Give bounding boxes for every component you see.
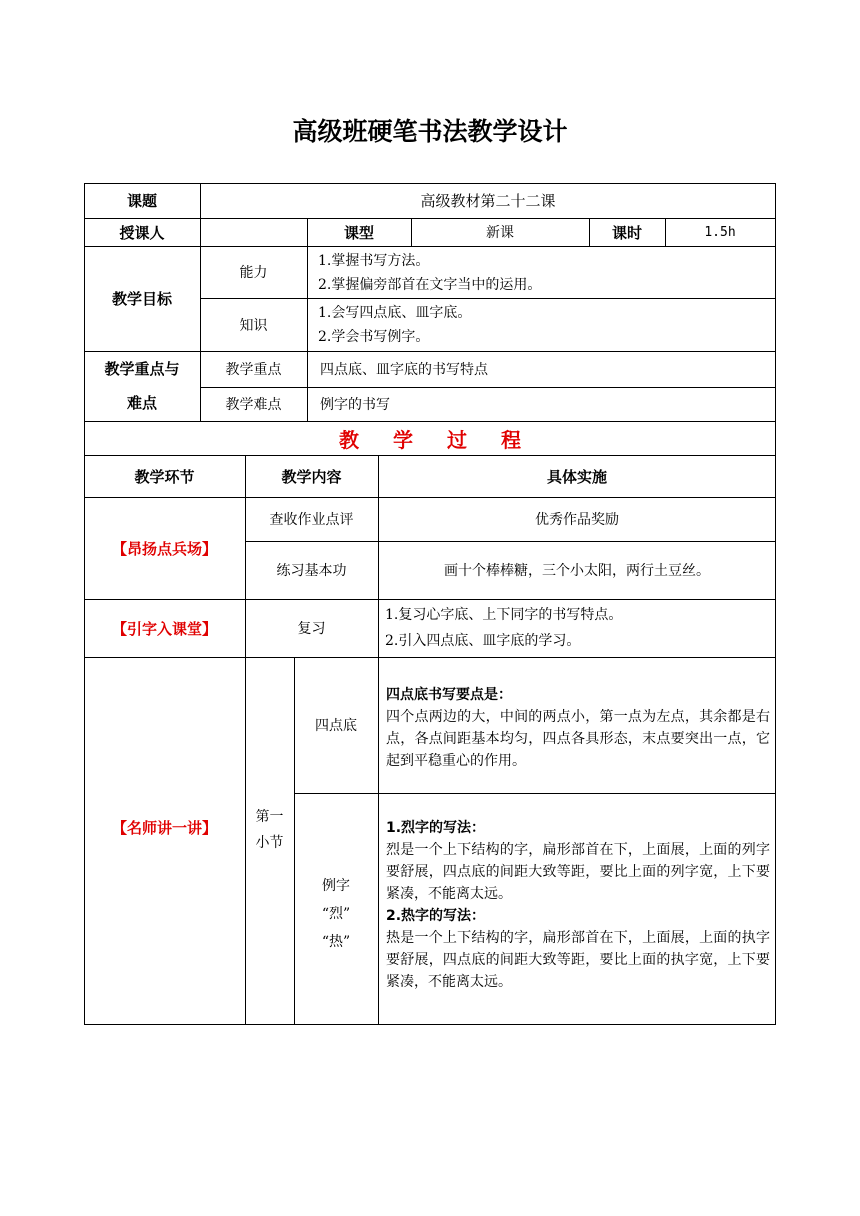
part1-body: 四个点两边的大，中间的两点小，第一点为左点，其余都是右点，各点间距基本均匀，四点各具形态，末点要突出一点，它起到平稳重心的作用。: [386, 709, 770, 769]
stage1-impl-1: 优秀作品奖励: [535, 512, 619, 528]
process-title: 教学过程: [339, 427, 555, 452]
stage1-impl-2: 画十个棒棒糖，三个小太阳，两行土豆丝。: [444, 563, 710, 579]
hours-label: 课时: [611, 223, 642, 242]
part2-body1: 烈是一个上下结构的字，扁形部首在下，上面展，上面的列字要舒展，四点底的间距大致等距，要比上面的列字宽，上下要紧凑，不能离太远。: [386, 842, 770, 902]
part1-heading: 四点底书写要点是：: [386, 687, 512, 703]
ability-label: 能力: [239, 265, 268, 281]
part2-text: [386, 817, 770, 993]
type-label: 课型: [343, 223, 374, 242]
part1-label: 四点底: [315, 718, 357, 734]
part2-heading1: 1.烈字的写法：: [386, 820, 486, 836]
goals-label: 教学目标: [111, 290, 172, 308]
section-label: 第一 小节: [255, 809, 284, 851]
key-point-value: 四点底、皿字底的书写特点: [320, 362, 488, 378]
stage-header: 教学环节: [134, 467, 195, 486]
stage1-content-1: 查收作业点评: [269, 512, 354, 528]
topic-label: 课题: [126, 192, 157, 210]
teacher-label: 授课人: [119, 223, 165, 242]
stage2-impl: [385, 601, 770, 655]
knowledge-list: [318, 301, 768, 349]
part1-text: [386, 684, 770, 772]
focus-label: 教学重点与 难点: [104, 360, 180, 412]
key-point-label: 教学重点: [225, 362, 282, 378]
stage3-name: 【名师讲一讲】: [111, 819, 217, 837]
implementation-header: 具体实施: [546, 467, 607, 486]
ability-item: 1.掌握书写方法。: [318, 253, 430, 269]
teacher-value: [200, 218, 307, 246]
stage2-impl-item: 1.复习心字底、上下同字的书写特点。: [385, 607, 623, 623]
topic-value: 高级教材第二十二课: [420, 192, 556, 210]
knowledge-item: 1.会写四点底、皿字底。: [318, 305, 472, 321]
stage2-content: 复习: [297, 621, 326, 637]
part2-heading2: 2.热字的写法：: [386, 908, 486, 924]
ability-item: 2.掌握偏旁部首在文字当中的运用。: [318, 277, 542, 293]
stage2-impl-item: 2.引入四点底、皿字底的学习。: [385, 633, 581, 649]
part2-body2: 热是一个上下结构的字，扁形部首在下，上面展，上面的执字要舒展，四点底的间距大致等距，要比上面的执字宽，上下要紧凑，不能离太远。: [386, 930, 770, 990]
knowledge-label: 知识: [239, 317, 268, 334]
knowledge-item: 2.学会书写例字。: [318, 329, 430, 345]
page-title: 高级班硬笔书法教学设计: [292, 117, 568, 146]
difficulty-label: 教学难点: [225, 397, 282, 413]
stage1-content-2: 练习基本功: [276, 563, 347, 579]
type-value: 新课: [486, 225, 514, 241]
ability-list: [318, 249, 768, 297]
content-header: 教学内容: [281, 467, 342, 486]
stage2-name: 【引字入课堂】: [111, 619, 217, 638]
hours-value: 1.5h: [704, 224, 736, 240]
difficulty-value: 例字的书写: [320, 397, 390, 413]
part2-label: 例字 “烈” “热”: [321, 878, 351, 950]
stage1-name: 【昂扬点兵场】: [111, 539, 217, 558]
